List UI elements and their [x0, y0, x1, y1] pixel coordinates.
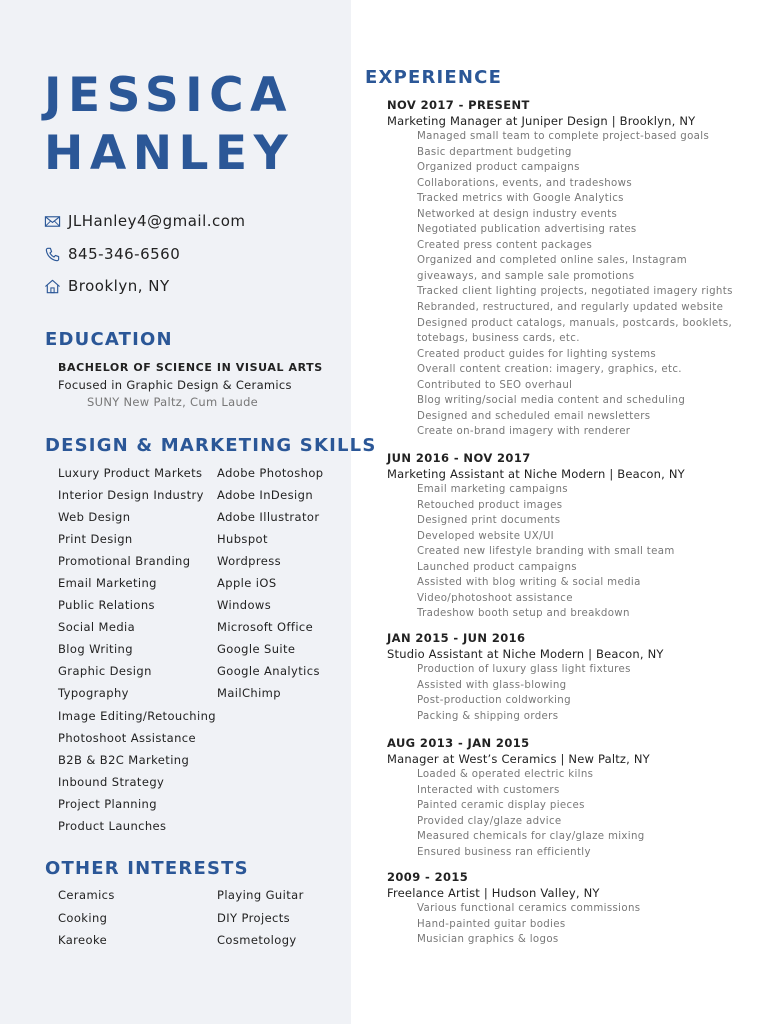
contact-email-row[interactable]	[44, 210, 246, 232]
job-duty-item: Organized and completed online sales, Instagram	[417, 255, 688, 267]
job-dates: AUG 2013 - JAN 2015	[387, 736, 530, 750]
skills-heading: DESIGN & MARKETING SKILLS	[45, 435, 377, 456]
job-duty-item: Painted ceramic display pieces	[417, 800, 585, 812]
skill-item: Social Media	[58, 620, 136, 635]
job-duty-item: Rebranded, restructured, and regularly updated website	[417, 302, 724, 314]
skill-item: Typography	[58, 686, 129, 701]
skill-item: MailChimp	[217, 686, 281, 701]
skill-item: Image Editing/Retouching	[58, 708, 216, 723]
job-duty-item: giveaways, and sample sale promotions	[417, 270, 635, 282]
job-dates: JAN 2015 - JUN 2016	[387, 631, 526, 645]
job-entry	[387, 630, 757, 724]
job-duty-item: Collaborations, events, and tradeshows	[417, 177, 632, 189]
job-duty-item: Designed and scheduled email newsletters	[417, 410, 651, 422]
skill-item: Windows	[217, 598, 272, 613]
job-entry	[387, 97, 757, 440]
skill-item: Luxury Product Markets	[58, 466, 203, 480]
job-title: Manager at West’s Ceramics | New Paltz, NY	[387, 752, 650, 766]
job-duty-item: Production of luxury glass light fixtures	[417, 664, 631, 675]
job-duty-item: Launched product campaigns	[417, 561, 577, 573]
education-focus: Focused in Graphic Design & Ceramics	[58, 378, 292, 392]
job-duty-item: Created new lifestyle branding with small team	[417, 546, 675, 558]
experience-heading: EXPERIENCE	[365, 67, 503, 88]
skill-item: Print Design	[58, 532, 133, 547]
education-school: SUNY New Paltz, Cum Laude	[87, 395, 259, 409]
skill-item: Inbound Strategy	[58, 774, 165, 789]
interests-list-right	[217, 887, 304, 955]
contact-location: Brooklyn, NY	[68, 277, 170, 295]
interest-item: Cooking	[58, 910, 108, 925]
contact-email[interactable]: JLHanley4@gmail.com	[68, 212, 246, 230]
skill-item: Wordpress	[217, 554, 281, 569]
job-entry	[387, 450, 757, 622]
job-entry	[387, 869, 757, 948]
education-degree: BACHELOR OF SCIENCE IN VISUAL ARTS	[58, 361, 323, 374]
job-duty-item: Organized product campaigns	[417, 162, 580, 174]
skill-item: Photoshoot Assistance	[58, 730, 196, 745]
job-duty-item: Ensured business ran efficiently	[417, 846, 591, 858]
last-name: HANLEY	[44, 126, 295, 181]
job-dates: 2009 - 2015	[387, 870, 469, 884]
job-dates: JUN 2016 - NOV 2017	[387, 451, 531, 465]
skill-item: Adobe Illustrator	[217, 510, 320, 525]
job-duty-item: Contributed to SEO overhaul	[417, 379, 573, 391]
job-title: Marketing Assistant at Niche Modern | Beacon, NY	[387, 467, 685, 481]
job-duty-item: Networked at design industry events	[417, 208, 618, 220]
skill-item: Adobe Photoshop	[217, 466, 324, 480]
job-duty-item: Managed small team to complete project-based goals	[417, 131, 710, 142]
job-title: Marketing Manager at Juniper Design | Brooklyn, NY	[387, 114, 696, 128]
interest-item: DIY Projects	[217, 910, 291, 925]
skill-item: Google Suite	[217, 642, 296, 657]
job-duty-item: Various functional ceramics commissions	[417, 903, 641, 914]
skills-list-left	[58, 465, 216, 840]
skill-item: Microsoft Office	[217, 620, 314, 635]
interests-heading: OTHER INTERESTS	[45, 858, 249, 879]
job-duty-item: Created product guides for lighting systems	[417, 348, 657, 360]
job-duty-item: Musician graphics & logos	[417, 934, 559, 946]
job-duty-item: Retouched product images	[417, 499, 563, 511]
education-heading: EDUCATION	[45, 329, 173, 350]
skill-item: Product Launches	[58, 818, 167, 833]
job-duty-item: Create on-brand imagery with renderer	[417, 426, 631, 438]
job-duty-item: Packing & shipping orders	[417, 710, 559, 722]
contact-phone-row[interactable]	[44, 243, 180, 265]
job-duty-item: Interacted with customers	[417, 784, 560, 796]
job-duty-item: Tracked client lighting projects, negotiated imagery rights	[417, 286, 733, 298]
job-duty-item: Designed product catalogs, manuals, postcards, booklets,	[417, 317, 733, 329]
job-duties	[387, 662, 757, 724]
home-icon	[44, 278, 61, 295]
job-title: Freelance Artist | Hudson Valley, NY	[387, 886, 600, 900]
job-entry	[387, 735, 757, 860]
job-duty-item: totebags, business cards, etc.	[417, 333, 580, 345]
job-duty-item: Blog writing/social media content and scheduling	[417, 395, 686, 407]
phone-icon	[44, 246, 61, 263]
job-duty-item: Provided clay/glaze advice	[417, 815, 562, 827]
job-title: Studio Assistant at Niche Modern | Beacon, NY	[387, 647, 664, 661]
job-duty-item: Video/photoshoot assistance	[417, 592, 573, 604]
skill-item: Graphic Design	[58, 664, 152, 679]
skill-item: B2B & B2C Marketing	[58, 752, 190, 767]
skill-item: Hubspot	[217, 532, 268, 547]
job-duty-item: Designed print documents	[417, 515, 561, 527]
skill-item: Public Relations	[58, 598, 155, 613]
job-duty-item: Developed website UX/UI	[417, 530, 554, 542]
interest-item: Cosmetology	[217, 933, 297, 947]
job-duty-item: Created press content packages	[417, 239, 593, 251]
job-duty-item: Assisted with glass-blowing	[417, 679, 567, 691]
skill-item: Promotional Branding	[58, 554, 191, 569]
interest-item: Ceramics	[58, 888, 115, 902]
skills-list-right	[217, 465, 323, 708]
job-duty-item: Tracked metrics with Google Analytics	[417, 193, 624, 205]
job-duty-item: Assisted with blog writing & social media	[417, 577, 641, 589]
job-duties	[387, 767, 757, 860]
skill-item: Blog Writing	[58, 642, 133, 657]
interests-list-left	[58, 887, 115, 955]
job-dates: NOV 2017 - PRESENT	[387, 98, 530, 112]
interest-item: Playing Guitar	[217, 888, 304, 902]
contact-phone[interactable]: 845-346-6560	[68, 245, 181, 263]
job-duty-item: Measured chemicals for clay/glaze mixing	[417, 831, 645, 843]
skill-item: Email Marketing	[58, 576, 157, 591]
skill-item: Project Planning	[58, 796, 157, 811]
skill-item: Interior Design Industry	[58, 488, 204, 503]
skill-item: Web Design	[58, 510, 131, 525]
interest-item: Kareoke	[58, 933, 108, 947]
job-duty-item: Loaded & operated electric kilns	[417, 769, 594, 780]
job-duty-item: Post-production coldworking	[417, 695, 571, 707]
skill-item: Apple iOS	[217, 576, 277, 591]
job-duties	[387, 129, 757, 440]
job-duty-item: Hand-painted guitar bodies	[417, 918, 566, 930]
skill-item: Adobe InDesign	[217, 488, 314, 503]
job-duty-item: Overall content creation: imagery, graphics, etc.	[417, 364, 682, 376]
skill-item: Google Analytics	[217, 664, 320, 679]
first-name: JESSICA	[44, 68, 294, 123]
job-duty-item: Negotiated publication advertising rates	[417, 224, 637, 236]
job-duty-item: Basic department budgeting	[417, 146, 572, 158]
envelope-icon	[44, 213, 61, 230]
job-duty-item: Email marketing campaigns	[417, 484, 568, 495]
job-duties	[387, 901, 757, 948]
job-duty-item: Tradeshow booth setup and breakdown	[417, 608, 630, 620]
job-duties	[387, 482, 757, 622]
contact-location-row	[44, 275, 170, 297]
